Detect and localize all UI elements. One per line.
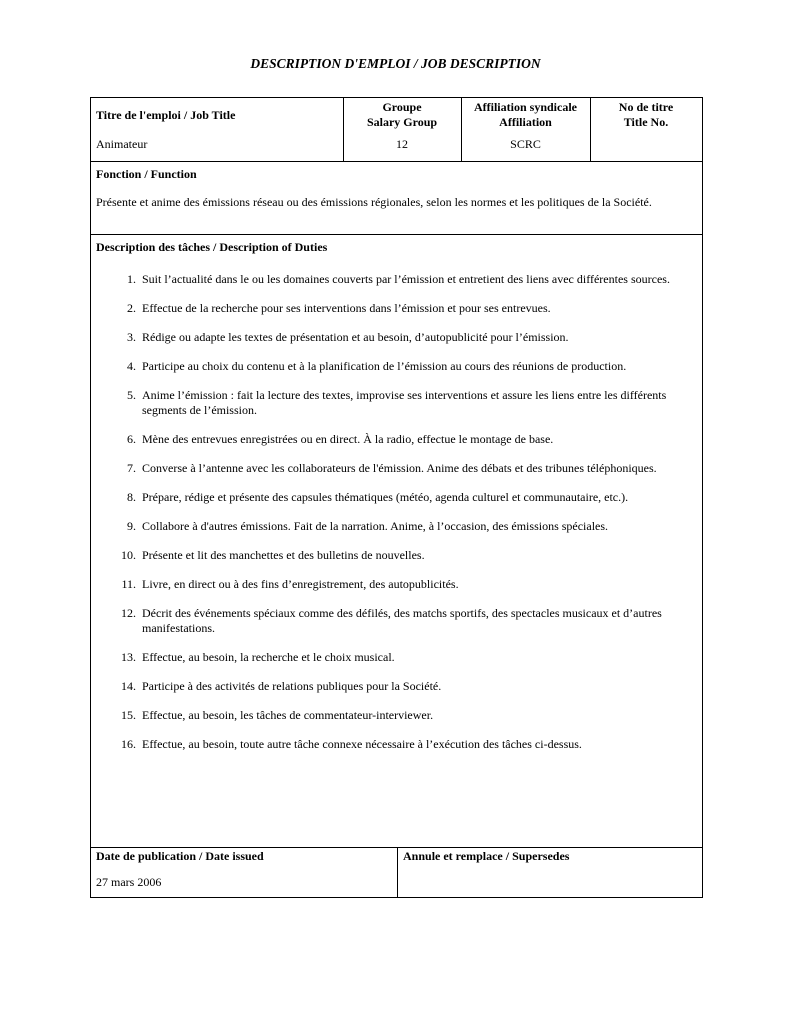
duties-section <box>91 234 702 847</box>
affiliation-value: SCRC <box>510 137 541 151</box>
duty-number: 15. <box>121 708 136 722</box>
duty-number: 10. <box>121 548 136 562</box>
title-no-label-fr: No de titre <box>618 100 674 114</box>
duty-item <box>111 577 701 592</box>
duty-item <box>111 388 701 418</box>
divider <box>397 847 398 898</box>
salary-group-label-en: Salary Group <box>366 115 438 129</box>
duty-number: 3. <box>127 330 136 344</box>
duty-item <box>111 461 701 476</box>
duty-number: 12. <box>121 606 136 620</box>
duty-number: 1. <box>127 272 136 286</box>
duty-text: Converse à l’antenne avec les collaborateurs de l'émission. Anime des débats et des tribunes téléphoniques. <box>142 461 657 475</box>
supersedes-label: Annule et remplace / Supersedes <box>403 849 570 863</box>
duty-item <box>111 548 701 563</box>
duty-text: Présente et lit des manchettes et des bulletins de nouvelles. <box>142 548 425 562</box>
date-issued-value: 27 mars 2006 <box>96 875 162 889</box>
function-text: Présente et anime des émissions réseau ou des émissions régionales, selon les normes et les politiques de la Société. <box>96 195 652 209</box>
duty-number: 5. <box>127 388 136 402</box>
duty-text: Livre, en direct ou à des fins d’enregistrement, des autopublicités. <box>142 577 459 591</box>
title-no-label-en: Title No. <box>623 115 669 129</box>
date-issued-label: Date de publication / Date issued <box>96 849 264 863</box>
duty-text: Effectue, au besoin, toute autre tâche connexe nécessaire à l’exécution des tâches ci-dessus. <box>142 737 582 751</box>
duty-item <box>111 359 701 374</box>
duty-number: 6. <box>127 432 136 446</box>
duty-text: Participe à des activités de relations publiques pour la Société. <box>142 679 442 693</box>
duty-text: Effectue de la recherche pour ses interventions dans l’émission et pour ses entrevues. <box>142 301 551 315</box>
duty-text: Effectue, au besoin, la recherche et le choix musical. <box>142 650 395 664</box>
duty-item <box>111 679 701 694</box>
affiliation-label-en: Affiliation <box>499 115 552 129</box>
duty-number: 8. <box>127 490 136 504</box>
duty-item <box>111 737 701 752</box>
duty-item <box>111 606 701 636</box>
duty-text: Décrit des événements spéciaux comme des défilés, des matchs sportifs, des spectacles musicaux et d’autres manifestations. <box>142 606 662 635</box>
duty-item <box>111 432 701 447</box>
document-title: DESCRIPTION D'EMPLOI / JOB DESCRIPTION <box>250 56 541 71</box>
duty-item <box>111 490 701 505</box>
duties-label: Description des tâches / Description of Duties <box>96 240 328 254</box>
salary-group-value: 12 <box>396 137 408 151</box>
duty-text: Prépare, rédige et présente des capsules thématiques (météo, agenda culturel et communautaire, etc.). <box>142 490 629 504</box>
duty-item <box>111 272 701 287</box>
salary-group-label-fr: Groupe <box>382 100 422 114</box>
job-title-label: Titre de l'emploi / Job Title <box>96 108 236 122</box>
duty-text: Participe au choix du contenu et à la planification de l’émission au cours des réunions de production. <box>142 359 627 373</box>
duty-number: 13. <box>121 650 136 664</box>
duty-number: 2. <box>127 301 136 315</box>
job-title-value: Animateur <box>96 137 148 151</box>
duty-number: 11. <box>121 577 136 591</box>
duties-list <box>111 272 701 766</box>
duty-text: Suit l’actualité dans le ou les domaines couverts par l’émission et entretient des liens avec différentes sources. <box>142 272 670 286</box>
job-description-form <box>90 97 703 898</box>
function-label: Fonction / Function <box>96 167 197 181</box>
duty-item <box>111 708 701 723</box>
duty-item <box>111 650 701 665</box>
affiliation-label-fr: Affiliation syndicale <box>473 100 577 114</box>
duty-number: 7. <box>127 461 136 475</box>
duty-item <box>111 519 701 534</box>
duty-text: Collabore à d'autres émissions. Fait de la narration. Anime, à l’occasion, des émissions spéciales. <box>142 519 609 533</box>
duty-text: Effectue, au besoin, les tâches de commentateur-interviewer. <box>142 708 434 722</box>
duty-item <box>111 330 701 345</box>
duty-text: Mène des entrevues enregistrées ou en direct. À la radio, effectue le montage de base. <box>142 432 554 446</box>
duty-number: 14. <box>121 679 136 693</box>
duty-number: 16. <box>121 737 136 751</box>
divider <box>91 161 702 162</box>
duty-text: Anime l’émission : fait la lecture des textes, improvise ses interventions et assure les liens entre les différents segments de l’émission. <box>142 388 667 417</box>
duty-number: 9. <box>127 519 136 533</box>
duty-item <box>111 301 701 316</box>
duty-text: Rédige ou adapte les textes de présentation et au besoin, d’autopublicité pour l’émission. <box>142 330 569 344</box>
duty-number: 4. <box>127 359 136 373</box>
